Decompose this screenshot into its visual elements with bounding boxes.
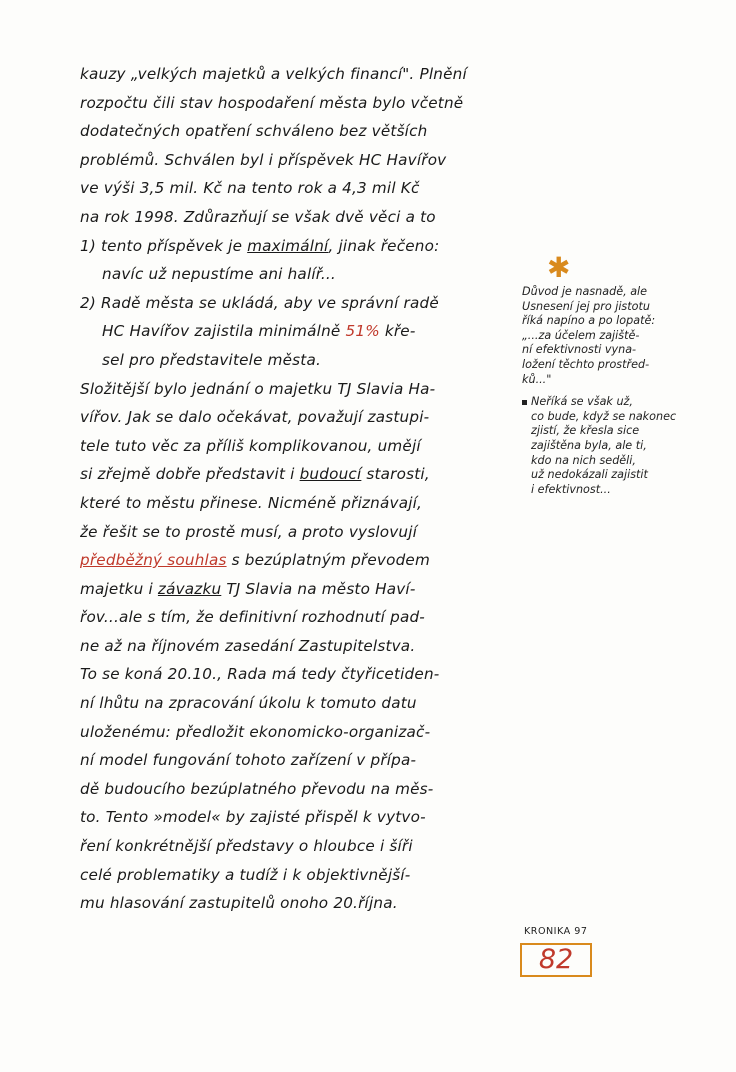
note-line: Usnesení jej pro jistotu [522,299,650,313]
text-span: TJ Slavia na město Haví- [221,579,416,598]
note-text: Neříká se však už, [531,395,633,409]
highlight-percentage: 51% [345,322,380,341]
note-line: zjistí, že křesla sice [531,424,640,438]
text-span: s bezúplatným převodem [226,551,430,570]
text-span: kře- [379,322,416,341]
text-line: dě budoucího bezúplatného převodu na měs- [80,779,434,798]
text-span: starosti, [361,465,430,484]
square-bullet-icon [522,400,527,405]
text-line: To se koná 20.10., Rada má tedy čtyřicetiden- [80,665,440,684]
text-line: tele tuto věc za příliš komplikovanou, umějí [80,436,421,455]
note-gap [522,387,712,395]
text-line [80,575,520,604]
text-line [80,546,520,575]
text-line: které to městu přinese. Nicméně přiznávají, [80,493,423,512]
text-line: problémů. Schválen byl i příspěvek HC Havířov [80,150,447,169]
main-text [80,60,520,918]
text-line: to. Tento »model« by zajisté přispěl k vytvo- [80,808,426,827]
text-line: vířov. Jak se dalo očekávat, považují zastupi- [80,408,430,427]
text-line: řov...ale s tím, že definitivní rozhodnutí pad- [80,608,425,627]
text-line-item-1 [80,232,520,261]
text-span: , jinak řečeno: [328,236,440,255]
text-line: Složitější bylo jednání o majetku TJ Slavia Ha- [80,379,436,398]
text-line [80,317,520,346]
note-line: už nedokázali zajistit [531,468,648,482]
text-line: ní model fungování tohoto zařízení v přípa- [80,751,417,770]
note-line: „...za účelem zajiště- [522,328,640,342]
underlined-word: budoucí [299,465,362,484]
text-line: navíc už nepustíme ani halíř... [102,265,336,284]
text-line: rozpočtu čili stav hospodaření města bylo včetně [80,93,464,112]
text-line: na rok 1998. Zdůrazňují se však dvě věci a to [80,207,436,226]
note-line: ložení těchto prostřed- [522,357,650,371]
text-span: 1) tento příspěvek je [80,236,248,255]
chronicle-label: KRONIKA 97 [524,926,588,937]
underlined-word: maximální [247,236,329,255]
page-number: 82 [520,943,592,977]
highlight-phrase: předběžný souhlas [80,551,227,570]
text-line: že řešit se to prostě musí, a proto vyslovují [80,522,418,541]
underlined-word: závazku [157,579,222,598]
text-line: mu hlasování zastupitelů onoho 20.října. [80,894,398,913]
text-line: ve výši 3,5 mil. Kč na tento rok a 4,3 mil Kč [80,179,420,198]
text-line: uloženému: předložit ekonomicko-organizač- [80,722,431,741]
text-line: ne až na říjnovém zasedání Zastupitelstva. [80,636,416,655]
text-line: kauzy „velkých majetků a velkých financí". Plnění [80,65,467,83]
text-line: ní lhůtu na zpracování úkolu k tomuto datu [80,694,417,713]
text-line [80,460,520,489]
text-line: dodatečných opatření schváleno bez větších [80,122,428,141]
text-span: HC Havířov zajistila minimálně [102,322,346,341]
text-line: celé problematiky a tudíž i k objektivnější- [80,865,411,884]
note-line: Důvod je nasnadě, ale [522,285,648,298]
note-line: zajištěna byla, ale ti, [531,438,647,452]
asterisk-icon: ✱ [547,251,571,284]
note-line: říká napínо a po lopatě: [522,314,656,328]
text-line: sel pro představitele města. [102,350,321,369]
note-line: i efektivnost... [531,482,611,496]
note-line [522,395,712,410]
note-line: ní efektivnosti vyna- [522,343,637,357]
note-line: co bude, když se nakonec [531,409,677,423]
text-line-item-2: 2) Radě města se ukládá, aby ve správní radě [80,293,439,312]
margin-note [522,285,712,497]
text-span: majetku i [80,579,158,598]
note-line: ků..." [522,372,552,386]
text-line: ření konkrétnější představy o hloubce i šíři [80,837,413,856]
text-span: si zřejmě dobře představit i [80,465,300,484]
note-line: kdo na nich seděli, [531,453,636,467]
